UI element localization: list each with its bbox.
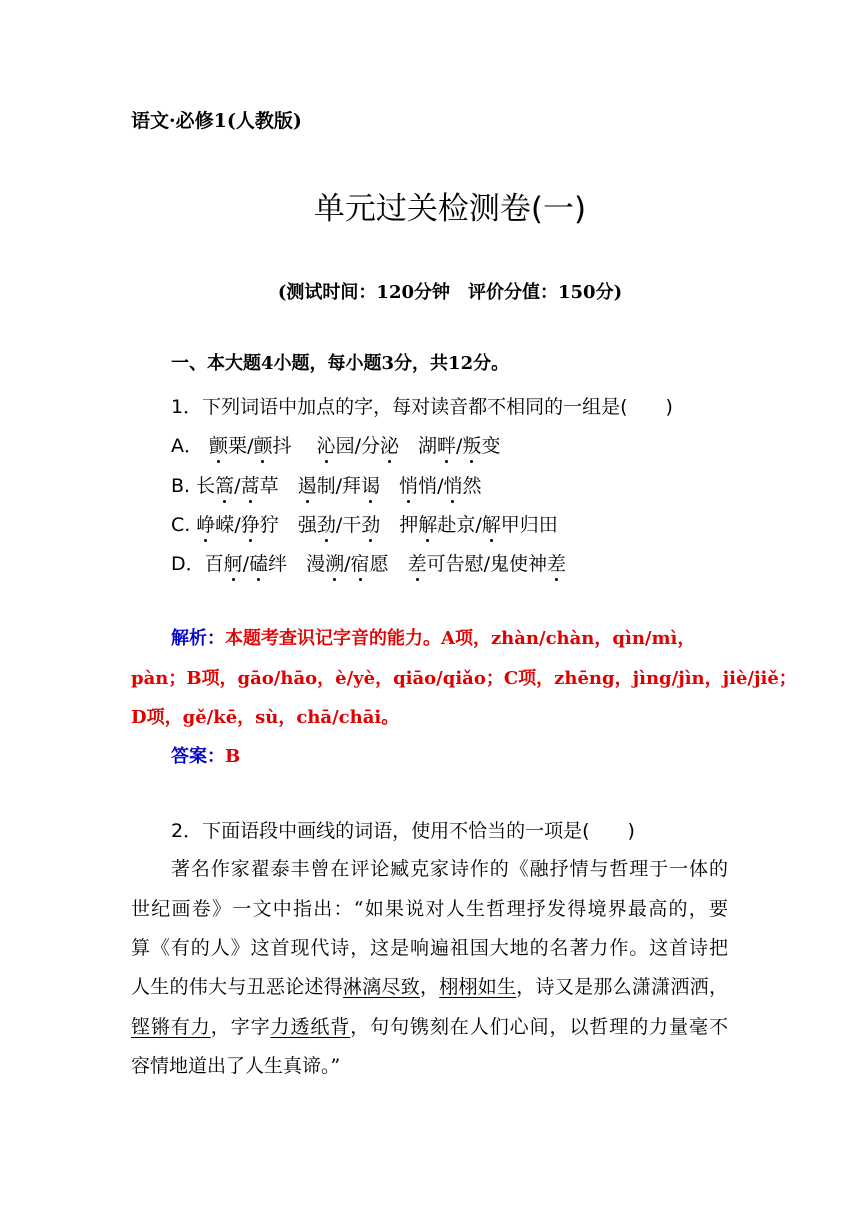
dotted-char: 泌 bbox=[380, 431, 399, 458]
passage-line: 著名作家翟泰丰曾在评论臧克家诗作的《融抒情与哲理于一体的 bbox=[171, 858, 728, 880]
question-2-stem: 2．下面语段中画线的词语，使用不恰当的一项是( ) bbox=[171, 820, 635, 842]
passage-line bbox=[131, 1012, 728, 1039]
q1-option-d bbox=[171, 549, 566, 576]
option-text: / bbox=[242, 553, 250, 575]
dotted-char: 峥 bbox=[196, 510, 215, 537]
option-text: 可告慰/鬼使神 bbox=[426, 553, 547, 575]
option-text: 变 bbox=[481, 435, 501, 457]
analysis-line-2: pàn；B项，gāo/hāo，è/yè，qiāo/qiǎo；C项，zhēng，jìng/jìn，jiè/jiě； bbox=[131, 668, 797, 689]
dotted-char: 谒 bbox=[361, 471, 380, 498]
option-text: 愿 bbox=[369, 553, 408, 575]
option-text: 栗/ bbox=[228, 435, 254, 457]
option-text: 湖 bbox=[398, 435, 437, 457]
option-text: 园/分 bbox=[335, 435, 380, 457]
dotted-char: 差 bbox=[408, 549, 427, 576]
page-title: 单元过关检测卷(一) bbox=[313, 191, 587, 227]
q1-option-a bbox=[171, 431, 500, 458]
answer-value: B bbox=[225, 746, 241, 767]
underlined-phrase: 淋漓尽致 bbox=[342, 976, 420, 998]
passage-text: ， bbox=[419, 976, 440, 998]
option-label: A． bbox=[171, 435, 203, 457]
underlined-phrase: 力透纸背 bbox=[270, 1016, 351, 1038]
option-text: 百 bbox=[204, 553, 224, 575]
question-1-stem: 1．下列词语中加点的字，每对读音都不相同的一组是( ) bbox=[171, 396, 673, 418]
analysis-line-1 bbox=[171, 624, 695, 650]
underlined-phrase: 铿锵有力 bbox=[131, 1016, 211, 1038]
option-text: 甲归田 bbox=[500, 514, 558, 536]
section-heading: 一、本大题4小题，每小题3分，共12分。 bbox=[171, 353, 510, 374]
answer-line bbox=[171, 742, 240, 768]
underlined-phrase: 栩栩如生 bbox=[439, 976, 517, 998]
q1-option-b bbox=[171, 471, 482, 498]
passage-text: ，诗又是那么潇潇洒洒， bbox=[516, 976, 728, 998]
option-text: 悄/ bbox=[418, 475, 444, 497]
analysis-label: 解析： bbox=[171, 628, 225, 649]
option-text: 抖 bbox=[272, 435, 311, 457]
dotted-char: 狰 bbox=[241, 510, 260, 537]
q1-option-c bbox=[171, 510, 558, 537]
option-text: /干 bbox=[335, 514, 362, 536]
passage-line: 世纪画卷》一文中指出：“如果说对人生哲理抒发得境界最高的，要 bbox=[131, 898, 728, 920]
dotted-char: 解 bbox=[418, 510, 437, 537]
dotted-char: 畔 bbox=[437, 431, 456, 458]
dotted-char: 劲 bbox=[361, 510, 380, 537]
option-text: / bbox=[344, 553, 351, 575]
option-text: 草 bbox=[259, 475, 298, 497]
dotted-char: 悄 bbox=[443, 471, 462, 498]
option-text: 绊 bbox=[268, 553, 307, 575]
dotted-char: 叛 bbox=[462, 431, 481, 458]
option-label: D． bbox=[171, 553, 205, 575]
option-text: 嵘/ bbox=[215, 514, 241, 536]
option-label: C. bbox=[171, 514, 197, 536]
option-label: B. bbox=[171, 475, 197, 497]
dotted-char: 悄 bbox=[399, 471, 418, 498]
dotted-char: 沁 bbox=[317, 431, 336, 458]
option-text: 赴京/ bbox=[437, 514, 482, 536]
option-text: 长 bbox=[196, 475, 216, 497]
option-text: / bbox=[456, 435, 463, 457]
dotted-char: 颤 bbox=[209, 431, 228, 458]
dotted-char: 舸 bbox=[224, 549, 243, 576]
dotted-char: 宿 bbox=[351, 549, 370, 576]
course-header: 语文·必修1(人教版) bbox=[131, 110, 302, 132]
option-text: 强 bbox=[297, 514, 317, 536]
option-text bbox=[380, 514, 399, 536]
dotted-char: 蒿 bbox=[241, 471, 260, 498]
test-meta: (测试时间：120分钟 评价分值：150分) bbox=[277, 282, 623, 303]
dotted-char: 劲 bbox=[317, 510, 336, 537]
passage-text: 人生的伟大与丑恶论述得 bbox=[131, 976, 343, 998]
passage-line: 容情地道出了人生真谛。” bbox=[131, 1055, 341, 1077]
dotted-char: 遏 bbox=[298, 471, 317, 498]
dotted-char: 解 bbox=[482, 510, 501, 537]
answer-label: 答案： bbox=[171, 746, 225, 767]
option-text: 漫 bbox=[306, 553, 326, 575]
option-text bbox=[380, 475, 399, 497]
dotted-char: 差 bbox=[547, 549, 566, 576]
passage-line: 算《有的人》这首现代诗，这是响遍祖国大地的名著力作。这首诗把 bbox=[131, 937, 728, 959]
passage-line bbox=[131, 972, 728, 999]
passage-text: ，字字 bbox=[210, 1016, 271, 1038]
option-text: 然 bbox=[462, 475, 482, 497]
option-text: / bbox=[234, 475, 241, 497]
dotted-char: 篙 bbox=[215, 471, 234, 498]
analysis-text: 本题考查识记字音的能力。A项，zhàn/chàn，qìn/mì， bbox=[225, 628, 696, 649]
dotted-char: 颤 bbox=[253, 431, 272, 458]
dotted-char: 溯 bbox=[325, 549, 344, 576]
option-text: 狞 bbox=[259, 514, 298, 536]
analysis-line-3: D项，gě/kē，sù，chā/chāi。 bbox=[131, 707, 400, 728]
option-text: 押 bbox=[399, 514, 419, 536]
dotted-char: 磕 bbox=[249, 549, 268, 576]
option-text: 制/拜 bbox=[316, 475, 362, 497]
passage-text: ，句句镌刻在人们心间，以哲理的力量毫不 bbox=[350, 1016, 728, 1038]
